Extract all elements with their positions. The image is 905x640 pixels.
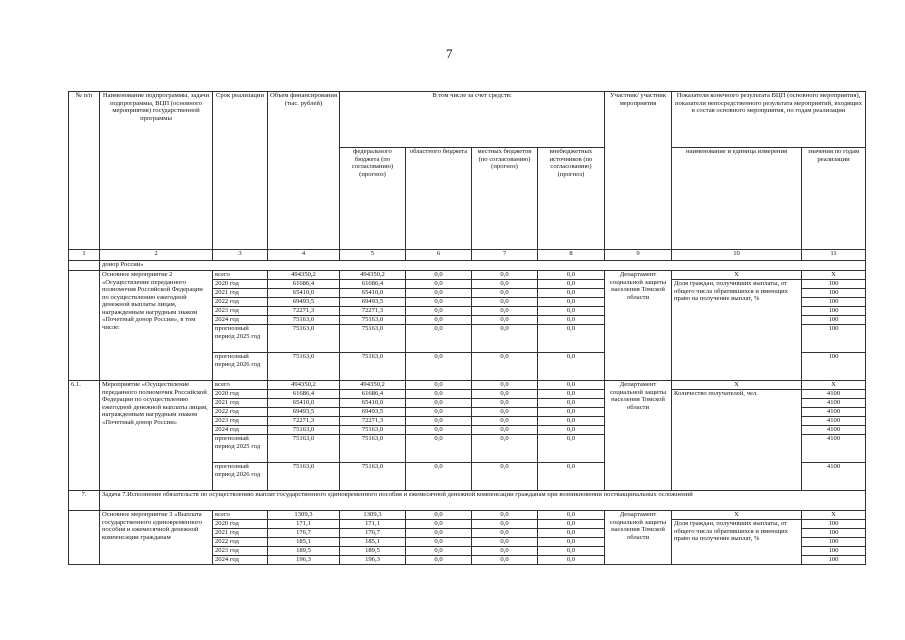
cell-reg: 0,0 bbox=[406, 538, 472, 547]
cell-fed: 61686,4 bbox=[340, 390, 406, 399]
cell-ext: 0,0 bbox=[538, 399, 605, 408]
cell-reg: 0,0 bbox=[406, 271, 472, 280]
cell-period: 2021 год bbox=[213, 529, 268, 538]
cell-period: 2022 год bbox=[213, 408, 268, 417]
cell-vol: 72271,3 bbox=[268, 307, 340, 316]
col-number: 3 bbox=[213, 250, 268, 261]
cell-vol: 176,7 bbox=[268, 529, 340, 538]
header-no: № п/п bbox=[69, 92, 100, 250]
cell-ext: 0,0 bbox=[538, 280, 605, 289]
cell-fed: 196,3 bbox=[340, 556, 406, 565]
cell-vol: 65410,0 bbox=[268, 289, 340, 298]
cell-period: 2020 год bbox=[213, 280, 268, 289]
program-table bbox=[68, 91, 866, 565]
cell-value: 4100 bbox=[802, 435, 866, 463]
cell-ext: 0,0 bbox=[538, 316, 605, 325]
cell-period: всего bbox=[213, 511, 268, 520]
cell-period: 2021 год bbox=[213, 289, 268, 298]
cell-loc: 0,0 bbox=[472, 298, 538, 307]
cell-fed: 65410,0 bbox=[340, 289, 406, 298]
cell-ext: 0,0 bbox=[538, 547, 605, 556]
cell-value: 100 bbox=[802, 353, 866, 381]
cell-ext: 0,0 bbox=[538, 426, 605, 435]
table-row bbox=[69, 511, 866, 520]
cell-loc: 0,0 bbox=[472, 307, 538, 316]
cell-loc: 0,0 bbox=[472, 271, 538, 280]
cell-vol: 69493,5 bbox=[268, 298, 340, 307]
cell-fed: 75163,0 bbox=[340, 353, 406, 381]
task-text: Задача 7.Исполнение обязательств по осуществлению выплат государственного единовременного пособия и ежемесячной денежной компенсации гражданам при возникновении поствакцинальных осложнений bbox=[100, 491, 866, 511]
cell-value: 4100 bbox=[802, 417, 866, 426]
row-participant: Департамент социальной защиты населения Томской области bbox=[605, 511, 672, 565]
table-row bbox=[69, 381, 866, 390]
row-number: 6.1. bbox=[69, 381, 100, 491]
cell-value: 100 bbox=[802, 529, 866, 538]
cell-fed: 69493,5 bbox=[340, 298, 406, 307]
task-number: 7. bbox=[69, 491, 100, 511]
cell-reg: 0,0 bbox=[406, 511, 472, 520]
task-row bbox=[69, 491, 866, 511]
cell-vol: 494350,2 bbox=[268, 271, 340, 280]
cell-loc: 0,0 bbox=[472, 547, 538, 556]
header-local: местных бюджетов (по согласованию) (прогноз) bbox=[472, 148, 538, 250]
cell-vol: 75163,0 bbox=[268, 325, 340, 353]
col-number: 7 bbox=[472, 250, 538, 261]
cell-loc: 0,0 bbox=[472, 280, 538, 289]
cell-period: прогнозный период 2026 год bbox=[213, 463, 268, 491]
cell-fed: 189,5 bbox=[340, 547, 406, 556]
cell-value: 100 bbox=[802, 538, 866, 547]
cell-reg: 0,0 bbox=[406, 408, 472, 417]
cell-value: 4100 bbox=[802, 408, 866, 417]
cell-ext: 0,0 bbox=[538, 271, 605, 280]
cell-ext: 0,0 bbox=[538, 381, 605, 390]
cell-fed: 75163,0 bbox=[340, 316, 406, 325]
header-indicator-values: значения по годам реализации bbox=[802, 148, 866, 250]
cell-loc: 0,0 bbox=[472, 381, 538, 390]
cell-value: X bbox=[802, 271, 866, 280]
header-period: Срок реализации bbox=[213, 92, 268, 250]
cell-vol: 494350,2 bbox=[268, 381, 340, 390]
cell-value: 100 bbox=[802, 325, 866, 353]
col-number: 6 bbox=[406, 250, 472, 261]
row-indicator: Количество получателей, чел. bbox=[672, 390, 802, 491]
cell-value: 4100 bbox=[802, 390, 866, 399]
cell-reg: 0,0 bbox=[406, 325, 472, 353]
table-row bbox=[69, 271, 866, 280]
cell-fed: 75163,0 bbox=[340, 426, 406, 435]
cell-period: 2023 год bbox=[213, 417, 268, 426]
header-regional: областного бюджета bbox=[406, 148, 472, 250]
cell-ext: 0,0 bbox=[538, 538, 605, 547]
cell-loc: 0,0 bbox=[472, 556, 538, 565]
cell-value: 4100 bbox=[802, 399, 866, 408]
cell-fed: 176,7 bbox=[340, 529, 406, 538]
col-number: 8 bbox=[538, 250, 605, 261]
header-indicator-name: наименование и единица измерения bbox=[672, 148, 802, 250]
cell-loc: 0,0 bbox=[472, 435, 538, 463]
cell-loc: 0,0 bbox=[472, 426, 538, 435]
cell-vol: 75163,0 bbox=[268, 426, 340, 435]
row-number bbox=[69, 511, 100, 565]
cell-indicator-x: X bbox=[672, 511, 802, 520]
cell-ext: 0,0 bbox=[538, 417, 605, 426]
cell-value: 100 bbox=[802, 307, 866, 316]
cell-fed: 185,1 bbox=[340, 538, 406, 547]
cell-period: 2020 год bbox=[213, 520, 268, 529]
cell-reg: 0,0 bbox=[406, 298, 472, 307]
cell-loc: 0,0 bbox=[472, 390, 538, 399]
row-indicator: Доля граждан, получивших выплаты, от общего числа обратившихся и имеющих право на получение выплат, % bbox=[672, 520, 802, 565]
cell-fed: 72271,3 bbox=[340, 307, 406, 316]
cell-loc: 0,0 bbox=[472, 463, 538, 491]
cell-loc: 0,0 bbox=[472, 325, 538, 353]
cell-loc: 0,0 bbox=[472, 289, 538, 298]
cell-fed: 494350,2 bbox=[340, 381, 406, 390]
cell-value: 100 bbox=[802, 298, 866, 307]
header-sources-group: В том числе за счет средств: bbox=[340, 92, 605, 148]
cell-vol: 75163,0 bbox=[268, 463, 340, 491]
cell-fed: 494350,2 bbox=[340, 271, 406, 280]
cell-loc: 0,0 bbox=[472, 538, 538, 547]
cell-vol: 196,3 bbox=[268, 556, 340, 565]
cell-vol: 189,5 bbox=[268, 547, 340, 556]
cell-value: 100 bbox=[802, 289, 866, 298]
cell-loc: 0,0 bbox=[472, 353, 538, 381]
cell-vol: 75163,0 bbox=[268, 435, 340, 463]
row-name: Основное мероприятие 3 «Выплата государственного единовременного пособия и ежемесячной денежной компенсации гражданам bbox=[100, 511, 213, 565]
header-name: Наименование подпрограммы, задачи подпрограммы, ВЦП (основного мероприятия) государственной программы bbox=[100, 92, 213, 250]
cell-vol: 65410,0 bbox=[268, 399, 340, 408]
col-number: 5 bbox=[340, 250, 406, 261]
cell-loc: 0,0 bbox=[472, 511, 538, 520]
cell-reg: 0,0 bbox=[406, 390, 472, 399]
cell-value: X bbox=[802, 381, 866, 390]
cell-loc: 0,0 bbox=[472, 408, 538, 417]
cell-ext: 0,0 bbox=[538, 463, 605, 491]
cell-fed: 75163,0 bbox=[340, 435, 406, 463]
cell-fed: 72271,3 bbox=[340, 417, 406, 426]
cell-reg: 0,0 bbox=[406, 316, 472, 325]
header-volume: Объем финансирования (тыс. рублей) bbox=[268, 92, 340, 250]
cell-vol: 61686,4 bbox=[268, 280, 340, 289]
cell-ext: 0,0 bbox=[538, 307, 605, 316]
cell-loc: 0,0 bbox=[472, 316, 538, 325]
cell-period: 2023 год bbox=[213, 307, 268, 316]
cell-vol: 72271,3 bbox=[268, 417, 340, 426]
cell-period: 2024 год bbox=[213, 426, 268, 435]
cell-vol: 69493,5 bbox=[268, 408, 340, 417]
cell-indicator-x: X bbox=[672, 381, 802, 390]
col-number: 10 bbox=[672, 250, 802, 261]
cell-period: прогнозный период 2025 год bbox=[213, 325, 268, 353]
row-name: Основное мероприятие 2 «Осуществление переданного полномочия Российской Федерации по осуществлению ежегодной денежной выплаты лицам, награжденным нагрудным знаком «Почетный донор России», в том числе: bbox=[100, 271, 213, 381]
cell-reg: 0,0 bbox=[406, 556, 472, 565]
col-number: 1 bbox=[69, 250, 100, 261]
header-participant: Участник/ участник мероприятия bbox=[605, 92, 672, 250]
header-indicators-group: Показатели конечного результата ВЦП (основного мероприятия), показатели непосредственного результата мероприятий, входящих в состав основного мероприятия, по годам реализации bbox=[672, 92, 866, 148]
cell-reg: 0,0 bbox=[406, 417, 472, 426]
cell-reg: 0,0 bbox=[406, 463, 472, 491]
cell-ext: 0,0 bbox=[538, 298, 605, 307]
cell-vol: 185,1 bbox=[268, 538, 340, 547]
cell-value: X bbox=[802, 511, 866, 520]
cell-value: 4100 bbox=[802, 426, 866, 435]
cell-reg: 0,0 bbox=[406, 547, 472, 556]
cell-ext: 0,0 bbox=[538, 529, 605, 538]
header-extra: внебюджетных источников (по согласованию) (прогноз) bbox=[538, 148, 605, 250]
col-number: 2 bbox=[100, 250, 213, 261]
cell-value: 100 bbox=[802, 547, 866, 556]
cell-ext: 0,0 bbox=[538, 408, 605, 417]
cell-value: 100 bbox=[802, 556, 866, 565]
cell-period: 2024 год bbox=[213, 556, 268, 565]
cell-ext: 0,0 bbox=[538, 435, 605, 463]
cell-fed: 1309,3 bbox=[340, 511, 406, 520]
cell-reg: 0,0 bbox=[406, 529, 472, 538]
cell-value: 100 bbox=[802, 280, 866, 289]
cell-ext: 0,0 bbox=[538, 289, 605, 298]
cell-reg: 0,0 bbox=[406, 289, 472, 298]
cell-fed: 171,1 bbox=[340, 520, 406, 529]
cell-reg: 0,0 bbox=[406, 435, 472, 463]
cell-reg: 0,0 bbox=[406, 520, 472, 529]
cell-reg: 0,0 bbox=[406, 381, 472, 390]
cell-period: 2023 год bbox=[213, 547, 268, 556]
cell-vol: 61686,4 bbox=[268, 390, 340, 399]
cell-value: 100 bbox=[802, 520, 866, 529]
cell-period: 2021 год bbox=[213, 399, 268, 408]
cell-fed: 65410,0 bbox=[340, 399, 406, 408]
cell-fed: 61686,4 bbox=[340, 280, 406, 289]
cell-fed: 75163,0 bbox=[340, 325, 406, 353]
cell-period: прогнозный период 2026 год bbox=[213, 353, 268, 381]
cell-loc: 0,0 bbox=[472, 417, 538, 426]
row-participant: Департамент социальной защиты населения Томской области bbox=[605, 381, 672, 491]
cell-ext: 0,0 bbox=[538, 556, 605, 565]
cell-value: 4100 bbox=[802, 463, 866, 491]
cell-value: 100 bbox=[802, 316, 866, 325]
cell-period: 2020 год bbox=[213, 390, 268, 399]
cell-reg: 0,0 bbox=[406, 307, 472, 316]
cell-period: всего bbox=[213, 381, 268, 390]
cell-reg: 0,0 bbox=[406, 280, 472, 289]
cell-period: 2022 год bbox=[213, 298, 268, 307]
row-indicator: Доля граждан, получивших выплаты, от общего числа обратившихся и имеющих право на получение выплат, % bbox=[672, 280, 802, 381]
col-number: 4 bbox=[268, 250, 340, 261]
col-number: 9 bbox=[605, 250, 672, 261]
cell-ext: 0,0 bbox=[538, 390, 605, 399]
cell-loc: 0,0 bbox=[472, 520, 538, 529]
row-number bbox=[69, 271, 100, 381]
header-federal: федерального бюджета (по согласованию) (прогноз) bbox=[340, 148, 406, 250]
cell-vol: 75163,0 bbox=[268, 316, 340, 325]
cell-vol: 1309,3 bbox=[268, 511, 340, 520]
cell-loc: 0,0 bbox=[472, 529, 538, 538]
cell-vol: 171,1 bbox=[268, 520, 340, 529]
col-number: 11 bbox=[802, 250, 866, 261]
cell-period: всего bbox=[213, 271, 268, 280]
page-number: 7 bbox=[446, 46, 453, 61]
cell-reg: 0,0 bbox=[406, 426, 472, 435]
cell-ext: 0,0 bbox=[538, 511, 605, 520]
cell-ext: 0,0 bbox=[538, 520, 605, 529]
cell-loc: 0,0 bbox=[472, 399, 538, 408]
cell-ext: 0,0 bbox=[538, 325, 605, 353]
cell-fed: 69493,5 bbox=[340, 408, 406, 417]
cell-ext: 0,0 bbox=[538, 353, 605, 381]
cell-fed: 75163,0 bbox=[340, 463, 406, 491]
cell-reg: 0,0 bbox=[406, 399, 472, 408]
cell-period: 2024 год bbox=[213, 316, 268, 325]
cell-indicator-x: X bbox=[672, 271, 802, 280]
donor-continuation: донор России» bbox=[100, 261, 866, 271]
cell-period: прогнозный период 2025 год bbox=[213, 435, 268, 463]
cell-vol: 75163,0 bbox=[268, 353, 340, 381]
row-name: Мероприятие «Осуществление переданного полномочия Российской Федерации по осуществлению ежегодной денежной выплаты лицам, награжденным нагрудным знаком «Почетный донор России» bbox=[100, 381, 213, 491]
row-participant: Департамент социальной защиты населения Томской области bbox=[605, 271, 672, 381]
cell-period: 2022 год bbox=[213, 538, 268, 547]
cell-reg: 0,0 bbox=[406, 353, 472, 381]
